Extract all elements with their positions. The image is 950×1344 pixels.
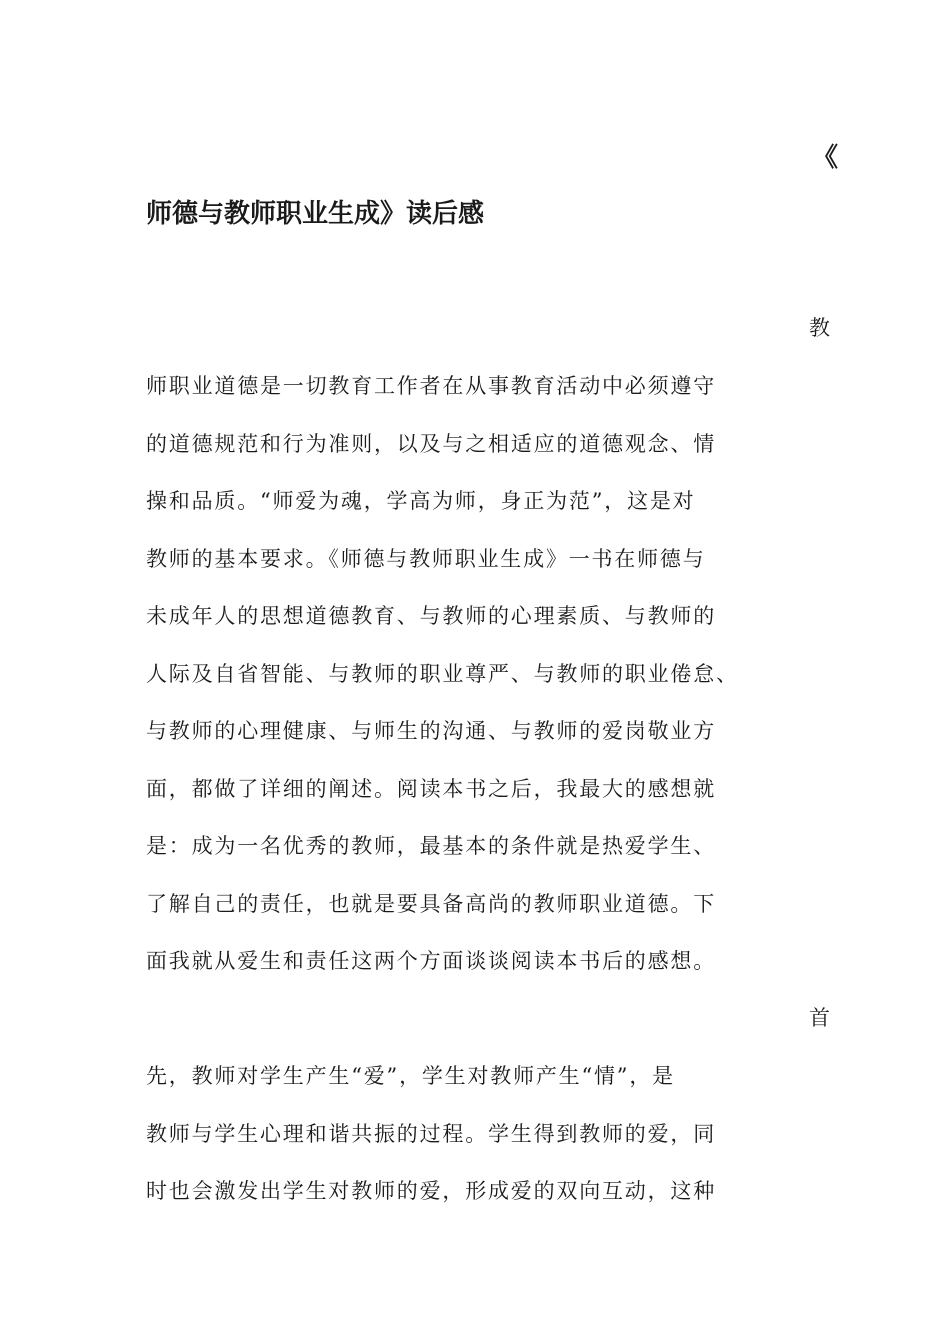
paragraph-line: 教师的基本要求。《师德与教师职业生成》一书在师德与	[146, 546, 706, 571]
paragraph-line: 了解自己的责任，也就是要具备高尚的教师职业道德。下	[146, 891, 716, 916]
paragraph-line: 的道德规范和行为准则，以及与之相适应的道德观念、情	[146, 431, 716, 456]
paragraph-line: 面，都做了详细的阐述。阅读本书之后，我最大的感想就	[146, 776, 716, 801]
paragraph-line: 是：成为一名优秀的教师，最基本的条件就是热爱学生、	[146, 834, 716, 858]
paragraph-line: 教师与学生心理和谐共振的过程。学生得到教师的爱，同	[146, 1121, 716, 1146]
paragraph2-lead-char: 首	[809, 1006, 830, 1030]
paragraph-line: 未成年人的思想道德教育、与教师的心理素质、与教师的	[146, 604, 716, 628]
paragraph-line: 时也会激发出学生对教师的爱，形成爱的双向互动，这种	[146, 1179, 716, 1203]
paragraph-line: 与教师的心理健康、与师生的沟通、与教师的爱岗敬业方	[146, 719, 716, 743]
paragraph2-body	[146, 1061, 716, 1234]
paragraph-line: 师职业道德是一切教育工作者在从事教育活动中必须遵守	[146, 374, 716, 398]
paragraph1-lead-char: 教	[809, 316, 830, 340]
paragraph-line: 面我就从爱生和责任这两个方面谈谈阅读本书后的感想。	[146, 949, 716, 973]
paragraph-line: 先，教师对学生产生“爱”，学生对教师产生“情”，是	[146, 1064, 675, 1088]
paragraph-line: 操和品质。“师爱为魂，学高为师，身正为范”，这是对	[146, 489, 696, 513]
paragraph1-body	[146, 371, 739, 1004]
paragraph-line: 人际及自省智能、与教师的职业尊严、与教师的职业倦怠、	[146, 661, 739, 686]
title-open-bracket: 《	[811, 143, 838, 173]
document-title: 师德与教师职业生成》读后感	[146, 199, 485, 229]
